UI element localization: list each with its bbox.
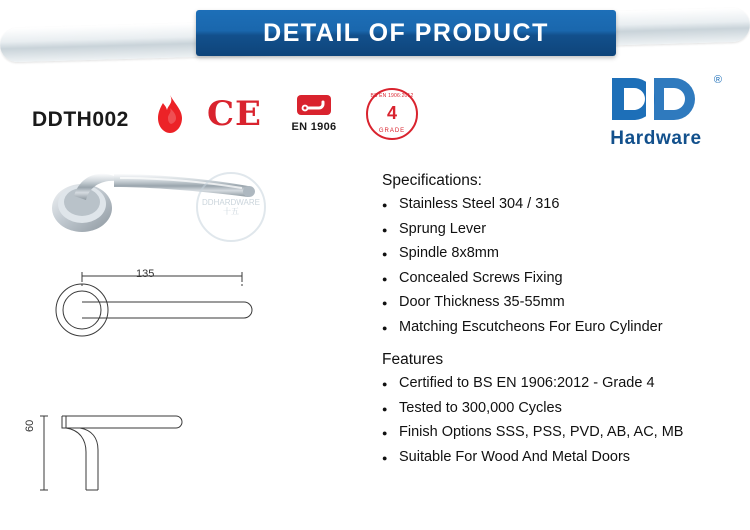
fire-rated-icon	[155, 94, 185, 134]
grade-word-label: GRADE	[378, 128, 406, 134]
product-model-code: DDTH002	[32, 108, 129, 131]
grade-number: 4	[386, 103, 397, 123]
en-1906-label: EN 1906	[291, 120, 337, 133]
brand-name: Hardware	[610, 128, 702, 149]
watermark-line2: 十五	[223, 207, 239, 216]
list-item: ● Door Thickness 35-55mm	[382, 295, 732, 310]
grade-4-badge	[366, 88, 418, 140]
specifications-panel	[382, 172, 732, 474]
brand-logo	[588, 72, 724, 150]
list-item: ● Tested to 300,000 Cycles	[382, 401, 732, 416]
technical-drawing-top-view	[40, 262, 340, 342]
specifications-list	[382, 197, 732, 334]
watermark-seal	[196, 172, 266, 242]
list-item: ● Finish Options SSS, PSS, PVD, AB, AC, MB	[382, 425, 732, 440]
list-item: ● Sprung Lever	[382, 222, 732, 237]
features-heading: Features	[382, 351, 444, 368]
grade-standard-label: BS EN 1906:2012	[370, 93, 414, 99]
certification-badges	[155, 88, 418, 140]
page-header	[0, 0, 750, 70]
technical-drawing-side-view	[24, 400, 324, 510]
dimension-label-width: 135	[136, 268, 155, 280]
door-handle-icon	[296, 94, 332, 116]
dd-monogram-icon	[588, 72, 724, 126]
page-title: DETAIL OF PRODUCT	[263, 19, 549, 47]
dimension-label-height: 60	[24, 419, 36, 432]
ce-mark-icon: CE	[207, 94, 262, 134]
list-item: ● Suitable For Wood And Metal Doors	[382, 450, 732, 465]
product-photo	[40, 160, 340, 250]
features-list	[382, 376, 732, 464]
list-item: ● Stainless Steel 304 / 316	[382, 197, 732, 212]
watermark-text	[202, 198, 260, 216]
en-1906-badge	[284, 94, 344, 135]
watermark-line1: DDHARDWARE	[202, 197, 260, 207]
list-item: ● Concealed Screws Fixing	[382, 271, 732, 286]
registered-trademark-icon: ®	[713, 74, 722, 86]
list-item: ● Certified to BS EN 1906:2012 - Grade 4	[382, 376, 732, 391]
list-item: ● Spindle 8x8mm	[382, 246, 732, 261]
list-item: ● Matching Escutcheons For Euro Cylinder	[382, 320, 732, 335]
specifications-heading: Specifications:	[382, 172, 482, 189]
